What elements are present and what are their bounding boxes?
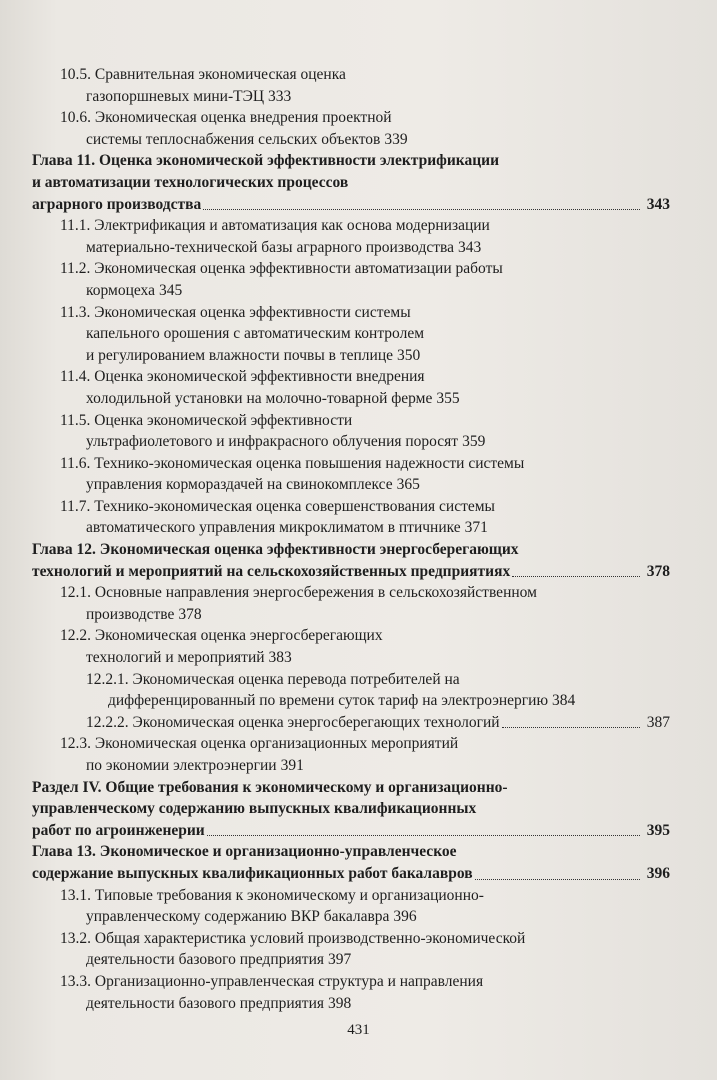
toc-entry-line: содержание выпускных квалификационных работ бакалавров	[32, 864, 473, 882]
toc-page-number: 396	[393, 908, 417, 926]
toc-entry-line: деятельности базового предприятия	[86, 951, 324, 969]
dot-leader	[207, 834, 640, 836]
toc-entry	[30, 841, 670, 884]
toc-entry-line: работ по агроинженерии	[32, 821, 205, 839]
toc-entry-line: управленческому содержанию выпускных квалификационных	[32, 800, 477, 818]
toc-page-number: 378	[646, 562, 670, 580]
toc-page-number: 397	[328, 951, 352, 969]
toc-entry	[30, 669, 670, 712]
toc-entry-line: 12.1. Основные направления энергосбережения в сельскохозяйственном	[60, 584, 537, 602]
toc-entry	[30, 625, 670, 668]
toc-entry	[30, 107, 670, 150]
toc-entry-line: технологий и мероприятий	[86, 649, 265, 667]
toc-page-number: 378	[178, 605, 202, 623]
toc-page-number: 387	[646, 713, 670, 731]
toc-entry-line: Раздел IV. Общие требования к экономическому и организационно-	[32, 778, 508, 796]
toc-entry-line: системы теплоснабжения сельских объектов	[86, 130, 381, 148]
toc-page-number: 365	[396, 476, 420, 494]
toc-entry-line: ультрафиолетового и инфракрасного облучения поросят	[86, 433, 459, 451]
toc-entry	[30, 777, 670, 842]
toc-entry-line: Глава 11. Оценка экономической эффективности электрификации	[32, 152, 500, 170]
toc-page-number: 359	[462, 433, 486, 451]
toc-entry-line: и регулированием влажности почвы в теплице	[86, 346, 393, 364]
toc-entry-line: автоматического управления микроклиматом в птичнике	[86, 519, 461, 537]
toc-page-number: 395	[646, 821, 670, 839]
toc-entry-line: холодильной установки на молочно-товарной ферме	[86, 389, 433, 407]
toc-entry-line: аграрного производства	[32, 195, 202, 213]
toc-entry-line: 11.5. Оценка экономической эффективности	[60, 411, 353, 429]
toc-entry-line: 11.6. Технико-экономическая оценка повышения надежности системы	[60, 454, 525, 472]
toc-entry-line: 13.3. Организационно-управленческая структура и направления	[60, 972, 484, 990]
dot-leader	[203, 208, 640, 210]
toc-page-number: 396	[646, 864, 670, 882]
toc-entry-line: 11.1. Электрификация и автоматизация как основа модернизации	[60, 217, 490, 235]
toc-entry-line: 10.6. Экономическая оценка внедрения проектной	[60, 109, 392, 127]
toc-entry	[30, 302, 670, 367]
toc-entry-line: 13.1. Типовые требования к экономическому и организационно-	[60, 886, 484, 904]
toc-entry	[30, 582, 670, 625]
toc-entry-line: 12.2.1. Экономическая оценка перевода потребителей на	[86, 670, 460, 688]
toc-entry-line: производстве	[86, 605, 175, 623]
toc-entry	[30, 215, 670, 258]
toc-page-number: 355	[436, 389, 460, 407]
toc-entry-line: 11.3. Экономическая оценка эффективности системы	[60, 303, 411, 321]
page-number: 431	[347, 1022, 370, 1038]
toc-page-number: 333	[268, 87, 292, 105]
toc-entry-line: управленческому содержанию ВКР бакалавра	[86, 908, 390, 926]
toc-entry-line: технологий и мероприятий на сельскохозяйственных предприятиях	[32, 562, 511, 580]
toc-entry-line: 11.2. Экономическая оценка эффективности автоматизации работы	[60, 260, 503, 278]
toc-entry-line: по экономии электроэнергии	[86, 757, 277, 774]
toc-entry	[30, 150, 670, 215]
table-of-contents	[30, 64, 670, 1014]
toc-entry-line: материально-технической базы аграрного производства	[86, 238, 454, 256]
toc-entry-line: Глава 13. Экономическое и организационно-управленческое	[32, 843, 457, 861]
toc-entry	[30, 539, 670, 582]
toc-page-number: 391	[280, 757, 304, 774]
toc-entry-line: кормоцеха	[86, 281, 155, 299]
toc-entry-line: капельного орошения с автоматическим контролем	[86, 325, 425, 343]
toc-entry-line: 11.4. Оценка экономической эффективности внедрения	[60, 368, 425, 386]
toc-page-number: 383	[268, 649, 292, 667]
toc-entry-line: 13.2. Общая характеристика условий производственно-экономической	[60, 929, 526, 947]
dot-leader	[512, 575, 640, 577]
toc-entry	[30, 971, 670, 1014]
toc-entry	[30, 496, 670, 539]
dot-leader	[502, 726, 640, 728]
toc-entry	[30, 885, 670, 928]
toc-entry-line: управления кормораздачей на свинокомплексе	[86, 476, 393, 494]
toc-page-number: 343	[646, 195, 670, 213]
toc-entry-line: 11.7. Технико-экономическая оценка совершенствования системы	[60, 497, 495, 515]
toc-entry-line: газопоршневых мини-ТЭЦ	[86, 87, 265, 105]
toc-page-number: 350	[397, 346, 421, 364]
toc-entry	[30, 733, 670, 776]
toc-entry	[30, 712, 670, 734]
toc-entry	[30, 453, 670, 496]
toc-entry	[30, 410, 670, 453]
toc-entry-line: и автоматизации технологических процессов	[32, 173, 349, 191]
toc-page-number: 339	[384, 130, 408, 148]
toc-entry-line: 12.3. Экономическая оценка организационных мероприятий	[60, 735, 459, 753]
toc-page-number: 398	[328, 994, 352, 1012]
toc-entry	[30, 928, 670, 971]
dot-leader	[475, 878, 640, 880]
toc-page-number: 343	[458, 238, 482, 256]
toc-entry	[30, 366, 670, 409]
toc-entry	[30, 258, 670, 301]
toc-entry-line: 10.5. Сравнительная экономическая оценка	[60, 66, 346, 83]
toc-entry-line: 12.2. Экономическая оценка энергосберегающих	[60, 627, 383, 645]
toc-page-number: 371	[464, 519, 488, 537]
toc-entry-line: Глава 12. Экономическая оценка эффективности энергосберегающих	[32, 541, 519, 559]
toc-page-number: 345	[158, 281, 183, 299]
toc-entry	[30, 64, 670, 107]
toc-page-number: 384	[552, 692, 576, 710]
toc-entry-line: 12.2.2. Экономическая оценка энергосберегающих технологий	[86, 713, 500, 731]
toc-entry-line: деятельности базового предприятия	[86, 994, 324, 1012]
toc-entry-line: дифференцированный по времени суток тариф на электроэнергию	[108, 692, 549, 710]
